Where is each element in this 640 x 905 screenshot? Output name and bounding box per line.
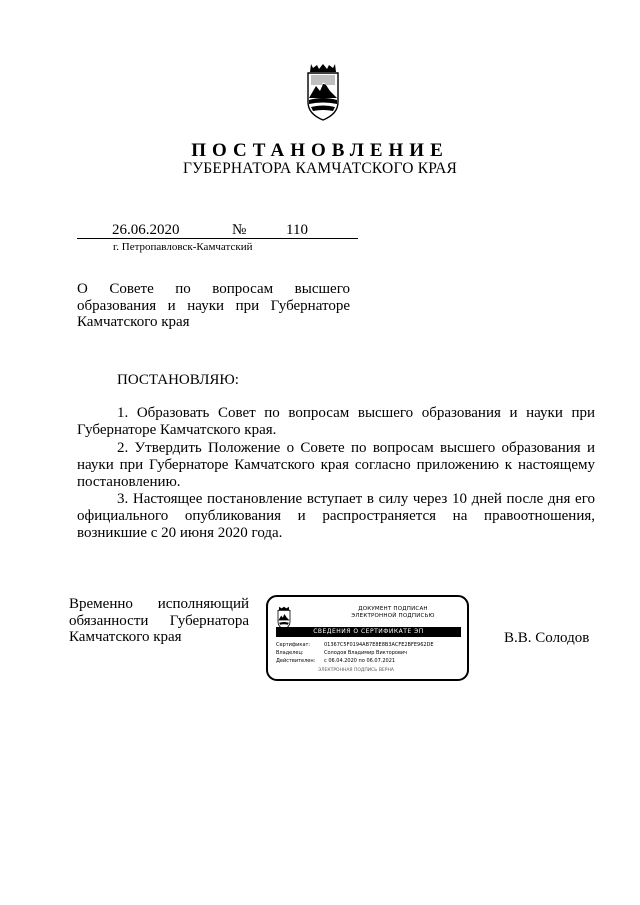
electronic-signature-stamp	[266, 595, 469, 681]
signatory-position: Временно исполняющий обязанности Губернатора Камчатского края	[69, 596, 249, 645]
document-date: 26.06.2020	[112, 222, 180, 238]
stamp-header	[328, 606, 458, 620]
signatory-name: В.В. Солодов	[504, 630, 590, 646]
stamp-row-label: Сертификат:	[276, 642, 311, 648]
stamp-row-certificate	[276, 642, 434, 648]
document-city: г. Петропавловск-Камчатский	[113, 241, 253, 253]
decree-word: ПОСТАНОВЛЯЮ:	[117, 372, 239, 388]
stamp-row-validity	[276, 658, 395, 664]
stamp-row-label: Действителен:	[276, 658, 316, 664]
paragraph-2: 2. Утвердить Положение о Совете по вопросам высшего образования и науки при Губернаторе Камчатского края согласно приложению к настоящему постановлению.	[77, 440, 595, 490]
document-subtitle: ГУБЕРНАТОРА КАМЧАТСКОГО КРАЯ	[182, 160, 458, 177]
stamp-row-value: 01367C5F0194AB7E8E8B3ACFE2BFE962DE	[324, 642, 434, 648]
paragraph-1: 1. Образовать Совет по вопросам высшего образования и науки при Губернаторе Камчатского края.	[77, 405, 595, 438]
date-underline	[77, 238, 358, 239]
stamp-footer: ЭЛЕКТРОННАЯ ПОДПИСЬ ВЕРНА	[318, 668, 394, 673]
stamp-row-owner	[276, 650, 407, 656]
stamp-header-line-2: ЭЛЕКТРОННОЙ ПОДПИСЬЮ	[351, 613, 435, 619]
stamp-row-label: Владелец:	[276, 650, 304, 656]
number-sign: №	[232, 222, 247, 238]
paragraph-3: 3. Настоящее постановление вступает в силу через 10 дней после дня его официального опубликования и распространяется на правоотношения, возникшие с 20 июня 2020 года.	[77, 491, 595, 541]
document-title: ПОСТАНОВЛЕНИЕ	[191, 140, 449, 161]
stamp-certificate-bar: СВЕДЕНИЯ О СЕРТИФИКАТЕ ЭП	[276, 627, 461, 637]
document-number: 110	[286, 222, 308, 238]
document-subject: О Совете по вопросам высшего образования и науки при Губернаторе Камчатского края	[77, 281, 350, 330]
stamp-row-value: Солодов Владимир Викторович	[324, 650, 408, 656]
stamp-header-line-1: ДОКУМЕНТ ПОДПИСАН	[358, 606, 428, 612]
kamchatka-coat-of-arms-icon	[303, 62, 343, 122]
stamp-row-value: с 06.04.2020 по 06.07.2021	[324, 658, 396, 664]
